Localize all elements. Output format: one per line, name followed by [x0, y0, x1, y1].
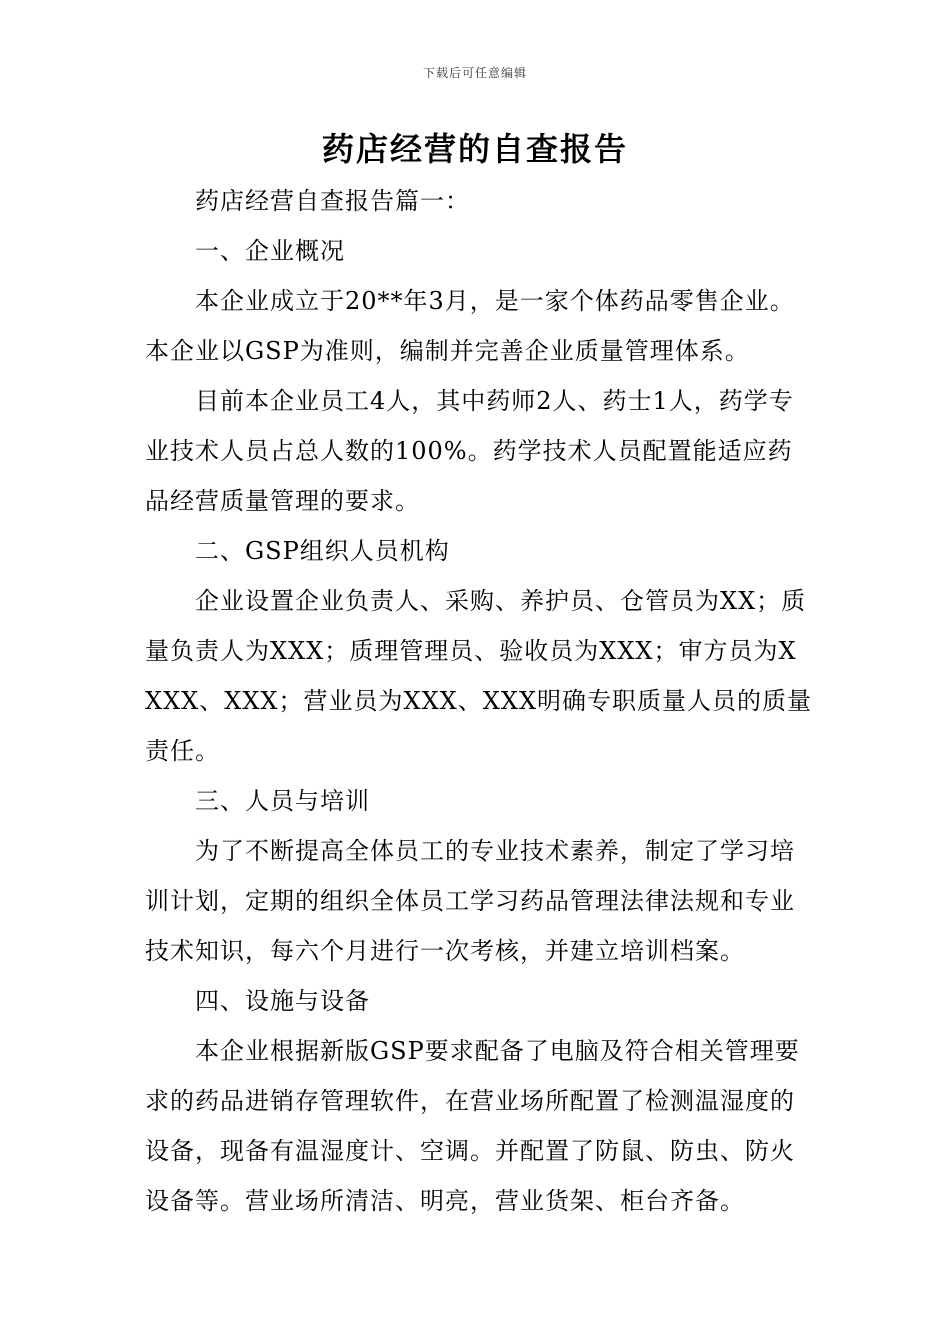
section-heading-organization: 二、GSP组织人员机构 [195, 537, 450, 565]
paragraph-organization: 企业设置企业负责人、采购、养护员、仓管员为XX；质量负责人为XXX；质理管理员、验收员为XXX；审方员为XXXX、XXX；营业员为XXX、XXX明确专职质量人员的质量责任。 [145, 587, 813, 765]
section-heading-intro: 药店经营自查报告篇一： [195, 187, 470, 215]
section-heading-overview: 一、企业概况 [195, 237, 345, 265]
paragraph-training: 为了不断提高全体员工的专业技术素养，制定了学习培训计划，定期的组织全体员工学习药品管理法律法规和专业技术知识，每六个月进行一次考核，并建立培训档案。 [145, 837, 795, 965]
document-body [145, 176, 813, 1226]
paragraph-overview-2: 目前本企业员工4人，其中药师2人、药士1人，药学专业技术人员占总人数的100%。药学技术人员配置能适应药品经营质量管理的要求。 [145, 387, 794, 515]
paragraph-overview-1: 本企业成立于20**年3月，是一家个体药品零售企业。本企业以GSP为准则，编制并完善企业质量管理体系。 [145, 287, 795, 365]
section-heading-training: 三、人员与培训 [195, 787, 370, 815]
paragraph-facilities: 本企业根据新版GSP要求配备了电脑及符合相关管理要求的药品进销存管理软件，在营业场所配置了检测温湿度的设备，现备有温湿度计、空调。并配置了防鼠、防虫、防火设备等。营业场所清洁、明亮，营业货架、柜台齐备。 [145, 1037, 800, 1215]
document-title: 药店经营的自查报告 [321, 130, 628, 168]
section-heading-facilities: 四、设施与设备 [195, 987, 370, 1015]
header-note: 下载后可任意编辑 [422, 66, 527, 80]
